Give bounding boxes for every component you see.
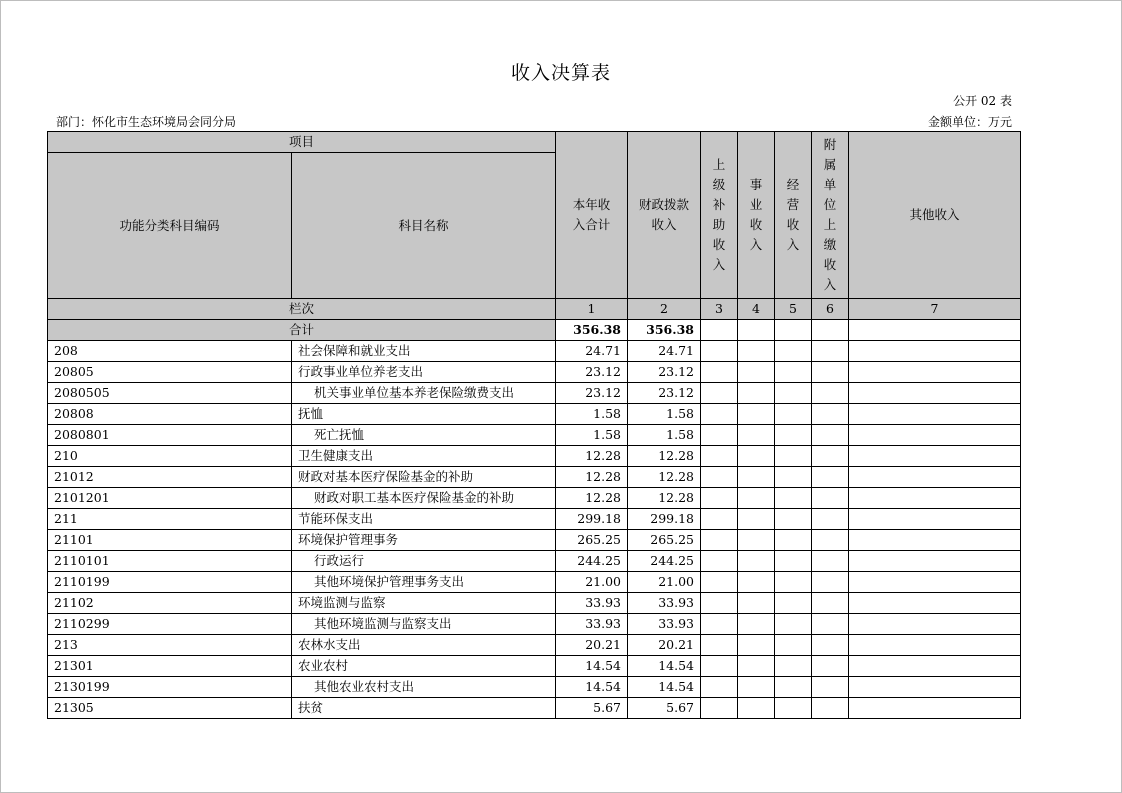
header-function-code: 功能分类科目编码	[48, 153, 292, 299]
total-label: 合计	[48, 320, 556, 341]
fiscal-income-value: 20.21	[628, 635, 701, 656]
other-income-value	[849, 593, 1021, 614]
other-income-value	[849, 614, 1021, 635]
operation-income-value	[775, 614, 812, 635]
subject-name: 环境保护管理事务	[292, 530, 556, 551]
total-income-value: 24.71	[556, 341, 628, 362]
subject-name: 扶贫	[292, 698, 556, 719]
subject-code: 21012	[48, 467, 292, 488]
affiliated-income-value	[812, 530, 849, 551]
affiliated-income-value	[812, 467, 849, 488]
operation-income-value	[775, 572, 812, 593]
operation-income-value	[775, 656, 812, 677]
superior-subsidy-value	[701, 509, 738, 530]
other-income-value	[849, 341, 1021, 362]
subject-code: 211	[48, 509, 292, 530]
total-income-value: 12.28	[556, 467, 628, 488]
col-number: 2	[628, 299, 701, 320]
other-income-value	[849, 404, 1021, 425]
subject-name: 死亡抚恤	[292, 425, 556, 446]
total-income-value: 5.67	[556, 698, 628, 719]
fiscal-income-value: 12.28	[628, 488, 701, 509]
table-row	[48, 383, 1021, 404]
other-income-value	[849, 425, 1021, 446]
operation-income-value	[775, 425, 812, 446]
business-income-value	[738, 341, 775, 362]
superior-subsidy-value	[701, 572, 738, 593]
operation-income-value	[775, 593, 812, 614]
subject-code: 20805	[48, 362, 292, 383]
table-row	[48, 530, 1021, 551]
business-income-value	[738, 677, 775, 698]
affiliated-income-value	[812, 551, 849, 572]
operation-income-value	[775, 383, 812, 404]
operation-income-value	[775, 362, 812, 383]
subject-name: 其他环境监测与监察支出	[292, 614, 556, 635]
subject-code: 21301	[48, 656, 292, 677]
fiscal-income-value: 1.58	[628, 404, 701, 425]
header-other-income: 其他收入	[849, 132, 1021, 299]
total-income-value: 23.12	[556, 383, 628, 404]
table-row	[48, 509, 1021, 530]
superior-subsidy-value	[701, 404, 738, 425]
subject-name: 社会保障和就业支出	[292, 341, 556, 362]
table-row	[48, 698, 1021, 719]
fiscal-income-value: 21.00	[628, 572, 701, 593]
other-income-value	[849, 509, 1021, 530]
total-income-value: 299.18	[556, 509, 628, 530]
fiscal-income-value: 14.54	[628, 677, 701, 698]
superior-subsidy-value	[701, 446, 738, 467]
other-income-value	[849, 383, 1021, 404]
total-row	[48, 320, 1021, 341]
subject-name: 行政事业单位养老支出	[292, 362, 556, 383]
total-income-value: 33.93	[556, 593, 628, 614]
superior-subsidy-value	[701, 530, 738, 551]
table-row	[48, 425, 1021, 446]
affiliated-income-value	[812, 488, 849, 509]
subject-name: 抚恤	[292, 404, 556, 425]
table-row	[48, 635, 1021, 656]
row-index-label: 栏次	[48, 299, 556, 320]
superior-subsidy-value	[701, 656, 738, 677]
header-business-income: 事业收入	[738, 132, 775, 299]
fiscal-income-value: 12.28	[628, 467, 701, 488]
business-income-value	[738, 656, 775, 677]
table-row	[48, 446, 1021, 467]
fiscal-income-value: 33.93	[628, 593, 701, 614]
subject-code: 20808	[48, 404, 292, 425]
other-income-value	[849, 530, 1021, 551]
superior-subsidy-value	[701, 488, 738, 509]
other-income-value	[849, 677, 1021, 698]
affiliated-income-value	[812, 698, 849, 719]
superior-subsidy-value	[701, 698, 738, 719]
subject-code: 213	[48, 635, 292, 656]
total-income-value: 12.28	[556, 488, 628, 509]
table-row	[48, 341, 1021, 362]
total-income-value: 14.54	[556, 677, 628, 698]
header-affiliated-income: 附属单位上缴收入	[812, 132, 849, 299]
business-income-value	[738, 362, 775, 383]
business-income-value	[738, 509, 775, 530]
other-income-value	[849, 446, 1021, 467]
business-income-value	[738, 698, 775, 719]
subject-name: 其他环境保护管理事务支出	[292, 572, 556, 593]
amount-unit-label: 金额单位：万元	[927, 115, 1012, 129]
fiscal-income-value: 265.25	[628, 530, 701, 551]
other-income-value	[849, 698, 1021, 719]
col-number: 7	[849, 299, 1021, 320]
subject-name: 环境监测与监察	[292, 593, 556, 614]
other-income-value	[849, 488, 1021, 509]
business-income-value	[738, 530, 775, 551]
superior-subsidy-value	[701, 341, 738, 362]
operation-income-value	[775, 446, 812, 467]
header-total-income: 本年收入合计	[556, 132, 628, 299]
operation-income-value	[775, 404, 812, 425]
col-number: 1	[556, 299, 628, 320]
total-income-value: 265.25	[556, 530, 628, 551]
superior-subsidy-value	[701, 425, 738, 446]
superior-subsidy-value	[701, 383, 738, 404]
subject-code: 2110199	[48, 572, 292, 593]
subject-name: 卫生健康支出	[292, 446, 556, 467]
total-income-value: 20.21	[556, 635, 628, 656]
subject-name: 行政运行	[292, 551, 556, 572]
header-project: 项目	[48, 132, 556, 153]
subject-code: 2101201	[48, 488, 292, 509]
fiscal-income-value: 244.25	[628, 551, 701, 572]
affiliated-income-value	[812, 425, 849, 446]
table-row	[48, 656, 1021, 677]
other-income-value	[849, 362, 1021, 383]
business-income-value	[738, 572, 775, 593]
subject-code: 2130199	[48, 677, 292, 698]
col-number: 3	[701, 299, 738, 320]
header-superior-subsidy: 上级补助收入	[701, 132, 738, 299]
fiscal-income-value: 5.67	[628, 698, 701, 719]
business-income-value	[738, 551, 775, 572]
col-number: 5	[775, 299, 812, 320]
table-row	[48, 551, 1021, 572]
subject-code: 2080801	[48, 425, 292, 446]
operation-income-value	[775, 698, 812, 719]
other-income-value	[849, 551, 1021, 572]
affiliated-income-value	[812, 404, 849, 425]
business-income-value	[738, 488, 775, 509]
other-income-value	[849, 572, 1021, 593]
superior-subsidy-value	[701, 467, 738, 488]
affiliated-income-value	[812, 362, 849, 383]
fiscal-income-value: 1.58	[628, 425, 701, 446]
fiscal-income-value: 299.18	[628, 509, 701, 530]
affiliated-income-value	[812, 656, 849, 677]
affiliated-income-value	[812, 677, 849, 698]
subject-code: 21305	[48, 698, 292, 719]
table-row	[48, 488, 1021, 509]
operation-income-value	[775, 509, 812, 530]
subject-name: 农业农村	[292, 656, 556, 677]
subject-code: 2080505	[48, 383, 292, 404]
affiliated-income-value	[812, 341, 849, 362]
fiscal-income-value: 12.28	[628, 446, 701, 467]
operation-income-value	[775, 467, 812, 488]
total-income-value: 33.93	[556, 614, 628, 635]
business-income-value	[738, 404, 775, 425]
other-income-value	[849, 656, 1021, 677]
subject-name: 节能环保支出	[292, 509, 556, 530]
col-number: 4	[738, 299, 775, 320]
total-income-value: 21.00	[556, 572, 628, 593]
subject-code: 2110299	[48, 614, 292, 635]
business-income-value	[738, 383, 775, 404]
income-table	[47, 131, 1021, 719]
subject-name: 农林水支出	[292, 635, 556, 656]
table-row	[48, 677, 1021, 698]
table-row	[48, 593, 1021, 614]
subject-code: 208	[48, 341, 292, 362]
fiscal-income-value: 23.12	[628, 383, 701, 404]
business-income-value	[738, 593, 775, 614]
table-row	[48, 614, 1021, 635]
affiliated-income-value	[812, 614, 849, 635]
total-income-value: 14.54	[556, 656, 628, 677]
total-fiscal-sum: 356.38	[628, 320, 701, 341]
table-row	[48, 362, 1021, 383]
subject-code: 21101	[48, 530, 292, 551]
superior-subsidy-value	[701, 677, 738, 698]
affiliated-income-value	[812, 572, 849, 593]
subject-name: 财政对职工基本医疗保险基金的补助	[292, 488, 556, 509]
table-row	[48, 467, 1021, 488]
operation-income-value	[775, 551, 812, 572]
total-income-value: 244.25	[556, 551, 628, 572]
affiliated-income-value	[812, 509, 849, 530]
affiliated-income-value	[812, 635, 849, 656]
form-number: 公开 02 表	[953, 94, 1012, 108]
affiliated-income-value	[812, 383, 849, 404]
total-income-value: 23.12	[556, 362, 628, 383]
department-label: 部门：怀化市生态环境局会同分局	[56, 115, 237, 129]
other-income-value	[849, 635, 1021, 656]
affiliated-income-value	[812, 593, 849, 614]
operation-income-value	[775, 635, 812, 656]
subject-name: 财政对基本医疗保险基金的补助	[292, 467, 556, 488]
page-title: 收入决算表	[510, 62, 611, 84]
header-subject-name: 科目名称	[292, 153, 556, 299]
total-income-value: 1.58	[556, 425, 628, 446]
fiscal-income-value: 14.54	[628, 656, 701, 677]
subject-code: 21102	[48, 593, 292, 614]
header-operation-income: 经营收入	[775, 132, 812, 299]
fiscal-income-value: 33.93	[628, 614, 701, 635]
business-income-value	[738, 614, 775, 635]
superior-subsidy-value	[701, 551, 738, 572]
header-fiscal-income: 财政拨款收入	[628, 132, 701, 299]
business-income-value	[738, 467, 775, 488]
fiscal-income-value: 24.71	[628, 341, 701, 362]
other-income-value	[849, 467, 1021, 488]
business-income-value	[738, 425, 775, 446]
subject-code: 210	[48, 446, 292, 467]
table-row	[48, 404, 1021, 425]
business-income-value	[738, 635, 775, 656]
superior-subsidy-value	[701, 635, 738, 656]
subject-code: 2110101	[48, 551, 292, 572]
total-income-sum: 356.38	[556, 320, 628, 341]
total-income-value: 1.58	[556, 404, 628, 425]
superior-subsidy-value	[701, 614, 738, 635]
col-number: 6	[812, 299, 849, 320]
operation-income-value	[775, 341, 812, 362]
total-income-value: 12.28	[556, 446, 628, 467]
affiliated-income-value	[812, 446, 849, 467]
operation-income-value	[775, 530, 812, 551]
subject-name: 其他农业农村支出	[292, 677, 556, 698]
operation-income-value	[775, 488, 812, 509]
superior-subsidy-value	[701, 593, 738, 614]
superior-subsidy-value	[701, 362, 738, 383]
table-row	[48, 572, 1021, 593]
fiscal-income-value: 23.12	[628, 362, 701, 383]
operation-income-value	[775, 677, 812, 698]
business-income-value	[738, 446, 775, 467]
subject-name: 机关事业单位基本养老保险缴费支出	[292, 383, 556, 404]
